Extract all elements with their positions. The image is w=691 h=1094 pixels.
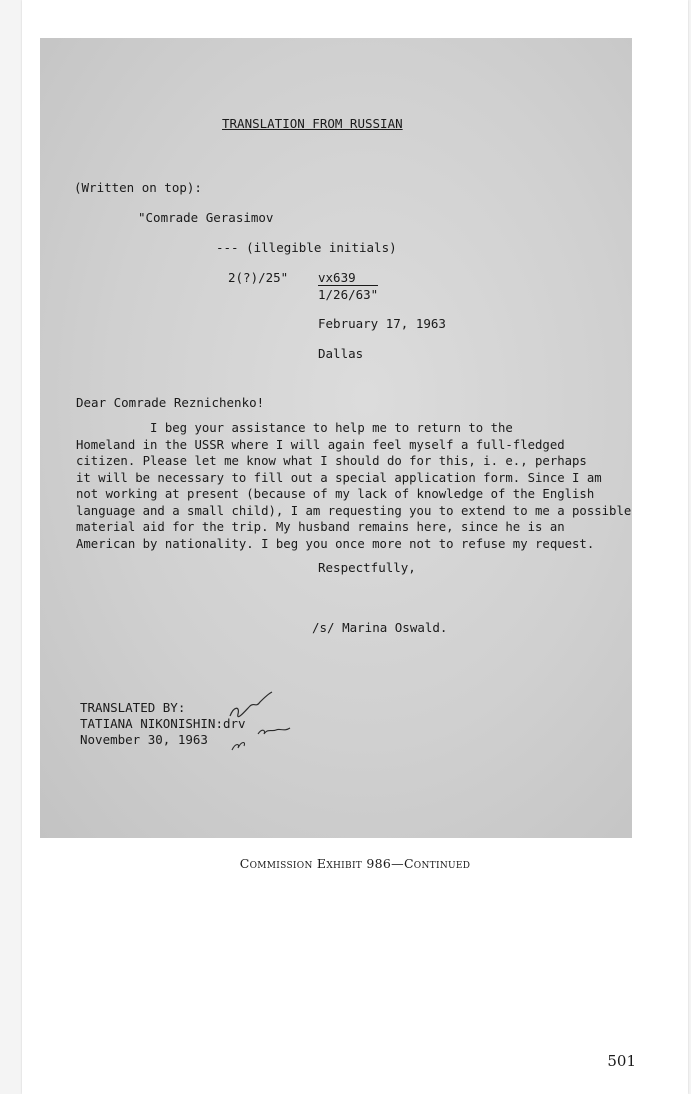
body-line: not working at present (because of my lack of knowledge of the English <box>76 487 595 501</box>
reference-top: vx639 <box>318 270 356 285</box>
letter-body <box>76 420 632 552</box>
page-number: 501 <box>607 1052 636 1070</box>
body-line: Homeland in the USSR where I will again feel myself a full-fledged <box>76 437 565 452</box>
document-title: TRANSLATION FROM RUSSIAN <box>222 116 403 131</box>
body-line: it will be necessary to fill out a special application form. Since I am <box>76 470 602 485</box>
body-line: citizen. Please let me know what I should do for this, i. e., perhaps <box>76 454 587 468</box>
body-line: language and a small child), I am requesting you to extend to me a possible <box>76 503 632 518</box>
closing: Respectfully, <box>318 560 416 575</box>
translation-date: November 30, 1963 <box>80 732 208 747</box>
salutation: Dear Comrade Reznichenko! <box>76 395 265 410</box>
reference-left: 2(?)/25" <box>228 270 289 285</box>
document-photo <box>40 38 632 838</box>
handwritten-initials-mark <box>210 688 300 758</box>
letter-place: Dallas <box>318 346 364 361</box>
exhibit-caption: Commission Exhibit 986—Continued <box>239 856 471 871</box>
letter-date: February 17, 1963 <box>318 316 446 331</box>
body-line: I beg your assistance to help me to return to the <box>76 421 513 435</box>
reference-bottom <box>318 285 378 303</box>
written-on-top-label: (Written on top): <box>74 180 202 195</box>
reference-bottom-text: 1/26/63" <box>318 287 379 302</box>
illegible-initials: --- (illegible initials) <box>216 240 397 255</box>
body-line: American by nationality. I beg you once more not to refuse my request. <box>76 536 595 551</box>
page-sheet <box>22 0 688 1094</box>
body-line: material aid for the trip. My husband remains here, since he is an <box>76 520 565 534</box>
translated-by-label: TRANSLATED BY: <box>80 700 186 715</box>
translator-name: TATIANA NIKONISHIN:drv <box>80 716 246 731</box>
addressee-note: "Comrade Gerasimov <box>138 210 274 225</box>
signature-line: /s/ Marina Oswald. <box>312 620 448 635</box>
